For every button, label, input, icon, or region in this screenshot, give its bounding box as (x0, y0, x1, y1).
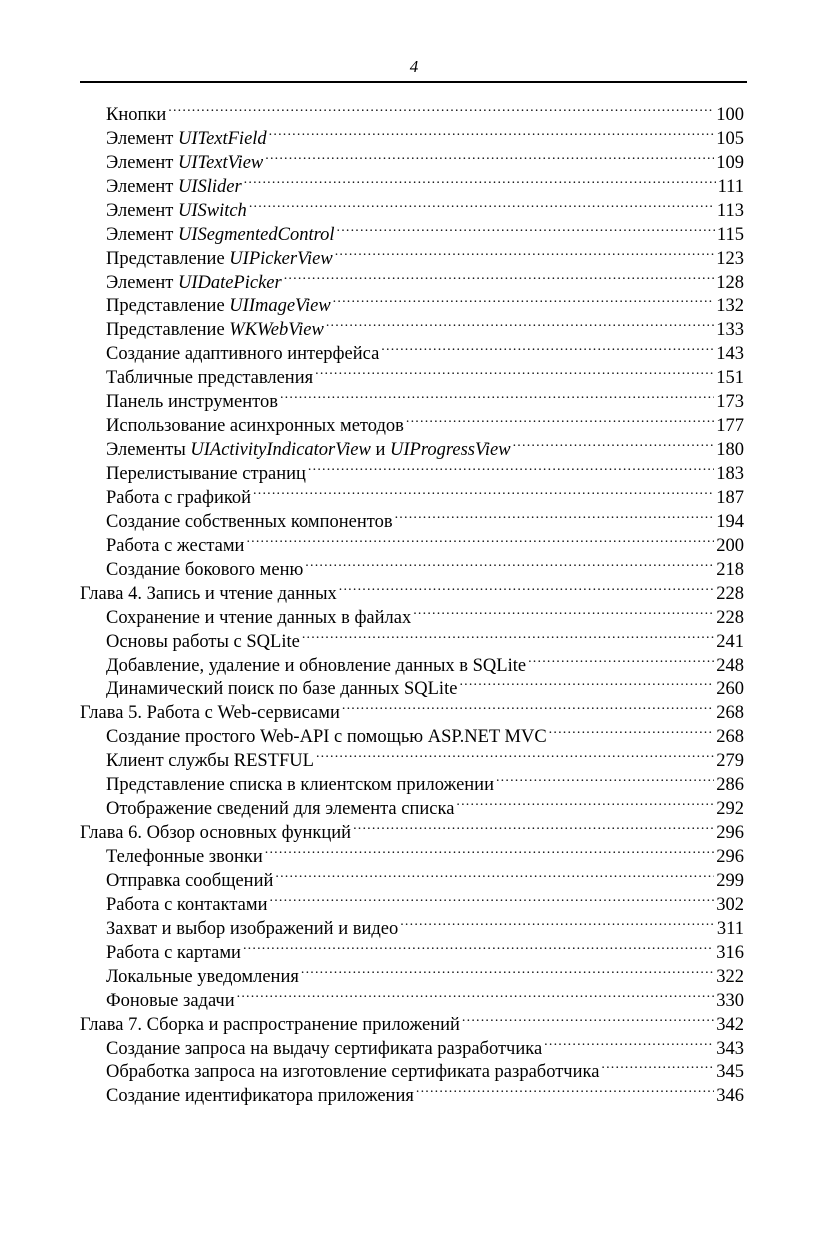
header-rule (80, 81, 747, 83)
toc-leader-dots (270, 886, 715, 910)
toc-leader-dots (308, 455, 714, 479)
toc-entry-title (106, 224, 335, 248)
toc-title-italic-part: UIImageView (229, 296, 331, 317)
toc-entry-title (106, 128, 267, 152)
toc-leader-dots (544, 1030, 714, 1054)
toc-title-part: Работа с жестами (106, 535, 245, 556)
toc-entry-title (106, 319, 324, 343)
toc-entry-title (106, 391, 278, 415)
toc-title-part: Представление (106, 320, 230, 341)
toc-title-part: Глава 6. Обзор основных функций (80, 823, 352, 844)
toc-title-italic-part: UIDatePicker (177, 272, 282, 293)
toc-page-number: 248 (716, 655, 744, 676)
toc-page-number: 330 (716, 990, 744, 1011)
toc-entry-title (106, 1085, 414, 1109)
toc-entry-title (106, 295, 331, 319)
toc-title-italic-part: UISwitch (177, 200, 247, 221)
toc-leader-dots (395, 503, 715, 527)
toc-title-part: Создание простого Web-API с помощью ASP.NET MVC (106, 727, 547, 748)
toc-title-part: Глава 4. Запись и чтение данных (80, 583, 337, 604)
toc-title-part: Основы работы с SQLite (106, 631, 300, 652)
toc-entry-title (106, 272, 282, 296)
toc-title-part: Глава 5. Работа с Web-сервисами (80, 703, 340, 724)
toc-entry-title (80, 702, 340, 726)
toc-page-number: 268 (716, 727, 744, 748)
toc-title-part: Создание запроса на выдачу сертификата разработчика (106, 1038, 543, 1059)
toc-title-part: Табличные представления (106, 368, 314, 389)
toc-entry-title (106, 870, 273, 894)
toc-leader-dots (342, 694, 714, 718)
toc-entry-title (106, 750, 314, 774)
toc-title-part: Отображение сведений для элемента списка (106, 799, 455, 820)
toc-title-part: Глава 7. Сборка и распространение приложений (80, 1014, 460, 1035)
toc-title-italic-part: UIActivityIndicatorView (190, 440, 371, 461)
toc-title-part: Захват и выбор изображений и видео (106, 918, 399, 939)
toc-page-number: 343 (716, 1038, 744, 1059)
toc-leader-dots (301, 958, 714, 982)
toc-page-number: 286 (716, 775, 744, 796)
toc-leader-dots (459, 671, 714, 695)
toc-entry-title (106, 894, 268, 918)
toc-section-entry (80, 120, 744, 149)
toc-title-italic-part: UISlider (177, 176, 242, 197)
toc-entry-title (80, 583, 337, 607)
toc-title-part: Использование асинхронных методов (106, 416, 404, 437)
toc-page-number: 111 (717, 176, 744, 197)
toc-page-number: 177 (716, 416, 744, 437)
toc-leader-dots (496, 766, 714, 790)
toc-page-number: 279 (716, 751, 744, 772)
toc-leader-dots (406, 407, 714, 431)
toc-leader-dots (284, 264, 715, 288)
toc-title-part: и (370, 440, 391, 461)
toc-entry-title (106, 559, 303, 583)
toc-leader-dots (333, 288, 715, 312)
toc-page-number: 128 (716, 272, 744, 293)
toc-page-number: 100 (716, 104, 744, 125)
toc-title-part: Работа с контактами (106, 894, 268, 915)
toc-entry-title (106, 535, 244, 559)
toc-leader-dots (253, 479, 714, 503)
toc-page-number: 187 (716, 487, 744, 508)
toc-page-number: 183 (716, 464, 744, 484)
toc-title-part: Локальные уведомления (106, 966, 299, 987)
page-number: 4 (409, 57, 419, 76)
toc-entry-title (106, 152, 263, 176)
toc-page-number: 113 (716, 200, 744, 221)
toc-title-part: Перелистывание страниц (106, 464, 306, 484)
toc-page-number: 200 (716, 535, 744, 556)
table-of-contents (80, 96, 744, 1107)
toc-page-number: 316 (716, 942, 744, 963)
toc-title-part: Создание идентификатора приложения (106, 1086, 414, 1107)
toc-page-number: 115 (716, 224, 744, 245)
toc-leader-dots (265, 838, 715, 862)
toc-title-part: Телефонные звонки (106, 847, 263, 867)
toc-entry-title (106, 415, 404, 439)
toc-leader-dots (339, 575, 714, 599)
toc-title-part: Работа с графикой (106, 487, 252, 508)
toc-title-part: Клиент службы RESTFUL (106, 751, 314, 772)
toc-title-part: Представление (106, 248, 230, 269)
toc-leader-dots (269, 120, 715, 144)
toc-title-part: Представление (106, 296, 230, 317)
toc-page-number: 292 (716, 799, 744, 820)
toc-leader-dots (249, 192, 715, 216)
toc-entry-title (106, 1038, 542, 1062)
toc-page-number: 260 (716, 679, 744, 700)
toc-leader-dots (337, 216, 715, 240)
toc-leader-dots (326, 311, 714, 335)
toc-page-number: 322 (716, 966, 744, 987)
toc-title-italic-part: UIProgressView (390, 440, 511, 461)
toc-leader-dots (528, 647, 714, 671)
toc-title-italic-part: UITextField (177, 128, 267, 149)
toc-page-number: 105 (716, 128, 744, 149)
toc-page-number: 218 (716, 559, 744, 580)
toc-page-number: 123 (716, 248, 744, 269)
toc-page-number: 109 (716, 152, 744, 173)
toc-leader-dots (265, 144, 714, 168)
toc-leader-dots (305, 551, 714, 575)
toc-leader-dots (400, 910, 715, 934)
toc-title-part: Элемент (106, 176, 178, 197)
toc-page-number: 342 (716, 1014, 744, 1035)
toc-leader-dots (302, 623, 714, 647)
toc-entry-title (106, 846, 263, 870)
toc-title-part: Панель инструментов (106, 392, 278, 413)
toc-title-part: Элемент (106, 224, 178, 245)
toc-page-number: 151 (716, 368, 744, 389)
toc-page-number: 311 (716, 918, 744, 939)
toc-leader-dots (315, 359, 714, 383)
toc-leader-dots (462, 1006, 714, 1030)
toc-entry-title (106, 990, 235, 1014)
toc-page-number: 228 (716, 607, 744, 628)
toc-title-part: Создание собственных компонентов (106, 511, 393, 532)
toc-page-number: 268 (716, 703, 744, 724)
toc-leader-dots (456, 790, 714, 814)
toc-entry-title (80, 1014, 460, 1038)
toc-page-number: 346 (716, 1086, 744, 1107)
toc-entry-title (106, 200, 247, 224)
toc-page-number: 133 (716, 320, 744, 341)
toc-title-part: Представление списка в клиентском приложении (106, 775, 494, 796)
toc-leader-dots (244, 168, 716, 192)
toc-page-number: 296 (716, 823, 744, 844)
toc-title-part: Элементы (106, 440, 191, 461)
toc-leader-dots (280, 383, 714, 407)
toc-title-italic-part: UISegmentedControl (177, 224, 335, 245)
toc-leader-dots (243, 934, 714, 958)
toc-title-part: Динамический поиск по базе данных SQLite (106, 679, 458, 700)
toc-entry-title (106, 942, 241, 966)
toc-page-number: 345 (716, 1062, 744, 1083)
toc-page-number: 241 (716, 631, 744, 652)
toc-title-part: Элемент (106, 200, 178, 221)
toc-title-part: Добавление, удаление и обновление данных в SQLite (106, 655, 527, 676)
toc-leader-dots (316, 742, 714, 766)
toc-leader-dots (168, 96, 714, 120)
toc-leader-dots (513, 431, 715, 455)
toc-entry-title (106, 631, 300, 655)
toc-page-number: 180 (716, 440, 744, 461)
toc-section-entry (80, 96, 744, 125)
toc-title-part: Элемент (106, 272, 178, 293)
toc-title-part: Кнопки (106, 104, 167, 125)
toc-title-part: Элемент (106, 152, 178, 173)
toc-page-number: 228 (716, 583, 744, 604)
toc-leader-dots (381, 335, 714, 359)
toc-title-italic-part: UIPickerView (229, 248, 333, 269)
toc-leader-dots (413, 599, 714, 623)
toc-page-number: 302 (716, 894, 744, 915)
toc-leader-dots (549, 718, 715, 742)
toc-title-part: Обработка запроса на изготовление сертификата разработчика (106, 1062, 600, 1083)
toc-leader-dots (275, 862, 714, 886)
toc-title-part: Фоновые задачи (106, 990, 235, 1011)
toc-entry-title (106, 176, 242, 200)
toc-title-part: Создание адаптивного интерфейса (106, 344, 380, 365)
toc-entry-title (106, 774, 494, 798)
toc-title-italic-part: UITextView (177, 152, 264, 173)
toc-leader-dots (246, 527, 714, 551)
toc-page-number: 296 (716, 847, 744, 867)
toc-page-number: 173 (716, 392, 744, 413)
toc-page-number: 132 (716, 296, 744, 317)
toc-title-part: Работа с картами (106, 942, 241, 963)
toc-entry-title (106, 487, 251, 511)
toc-leader-dots (335, 240, 715, 264)
toc-title-part: Отправка сообщений (106, 870, 274, 891)
toc-title-part: Сохранение и чтение данных в файлах (106, 607, 412, 628)
toc-page-number: 299 (716, 870, 744, 891)
toc-leader-dots (416, 1077, 714, 1101)
toc-title-part: Элемент (106, 128, 178, 149)
toc-leader-dots (353, 814, 714, 838)
toc-page-number: 143 (716, 344, 744, 365)
toc-entry-title (106, 104, 166, 128)
toc-leader-dots (237, 982, 715, 1006)
toc-page-number: 194 (716, 511, 744, 532)
toc-title-part: Создание бокового меню (106, 559, 304, 580)
toc-title-italic-part: WKWebView (229, 320, 324, 341)
toc-leader-dots (601, 1054, 714, 1078)
